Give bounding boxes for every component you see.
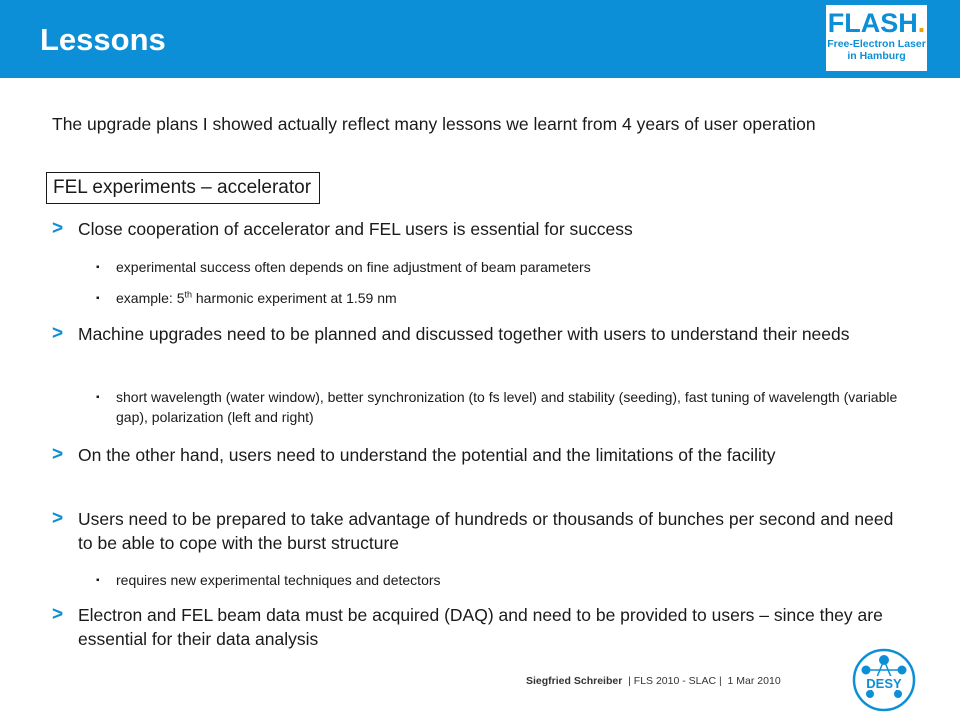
square-bullet-icon: ▪ — [96, 262, 100, 273]
bullet-arrow-icon: > — [52, 218, 64, 239]
sub-bullet-item — [96, 570, 916, 590]
bullet-item — [52, 507, 912, 555]
sub-text-pre: example: 5 — [116, 290, 185, 306]
sub-bullet-item — [96, 257, 916, 277]
bullet-arrow-icon: > — [52, 508, 64, 529]
section-title: FEL experiments – accelerator — [46, 172, 320, 204]
sub-bullet-text: requires new experimental techniques and detectors — [116, 572, 441, 588]
flash-logo-dot: . — [917, 8, 926, 38]
intro-text: The upgrade plans I showed actually reflect many lessons we learnt from 4 years of user operation — [52, 114, 816, 134]
flash-logo — [824, 3, 929, 73]
sub-bullet-item — [96, 387, 916, 427]
bullet-text: On the other hand, users need to understand the potential and the limitations of the facility — [78, 445, 776, 465]
bullet-text: Close cooperation of accelerator and FEL users is essential for success — [78, 219, 633, 239]
square-bullet-icon: ▪ — [96, 575, 100, 586]
bullet-text: Users need to be prepared to take advantage of hundreds or thousands of bunches per second and need to be able to cope with the burst structure — [78, 509, 894, 553]
sub-bullet-text — [116, 290, 397, 306]
flash-logo-word: FLASH — [827, 8, 918, 38]
flash-logo-text — [826, 8, 927, 38]
bullet-arrow-icon: > — [52, 444, 64, 465]
sub-bullet-text: experimental success often depends on fine adjustment of beam parameters — [116, 259, 591, 275]
flash-logo-subtitle-1: Free-Electron Laser — [827, 38, 926, 50]
page-title: Lessons — [40, 22, 166, 57]
bullet-item — [52, 443, 912, 467]
header-bar — [0, 0, 960, 78]
flash-logo-subtitle-2: in Hamburg — [847, 50, 906, 62]
bullet-item — [52, 322, 912, 346]
bullet-arrow-icon: > — [52, 604, 64, 625]
sub-bullet-item — [96, 288, 916, 308]
bullet-text: Machine upgrades need to be planned and discussed together with users to understand their needs — [78, 324, 850, 344]
square-bullet-icon: ▪ — [96, 293, 100, 304]
square-bullet-icon: ▪ — [96, 392, 100, 403]
footer — [526, 675, 781, 687]
sub-text-post: harmonic experiment at 1.59 nm — [192, 290, 397, 306]
bullet-item — [52, 603, 912, 651]
bullet-text: Electron and FEL beam data must be acquired (DAQ) and need to be provided to users – since they are essential for their data analysis — [78, 605, 883, 649]
sub-bullet-text: short wavelength (water window), better synchronization (to fs level) and stability (seeding), fast tuning of wavelength (variable gap), polarization (left and right) — [116, 389, 898, 425]
bullet-arrow-icon: > — [52, 323, 64, 344]
sub-text-sup: th — [184, 289, 192, 300]
bullet-item — [52, 217, 912, 241]
desy-logo-text: DESY — [866, 676, 902, 691]
desy-logo-icon — [846, 646, 922, 714]
footer-meta: | FLS 2010 - SLAC | 1 Mar 2010 — [622, 675, 781, 687]
footer-author: Siegfried Schreiber — [526, 675, 623, 687]
